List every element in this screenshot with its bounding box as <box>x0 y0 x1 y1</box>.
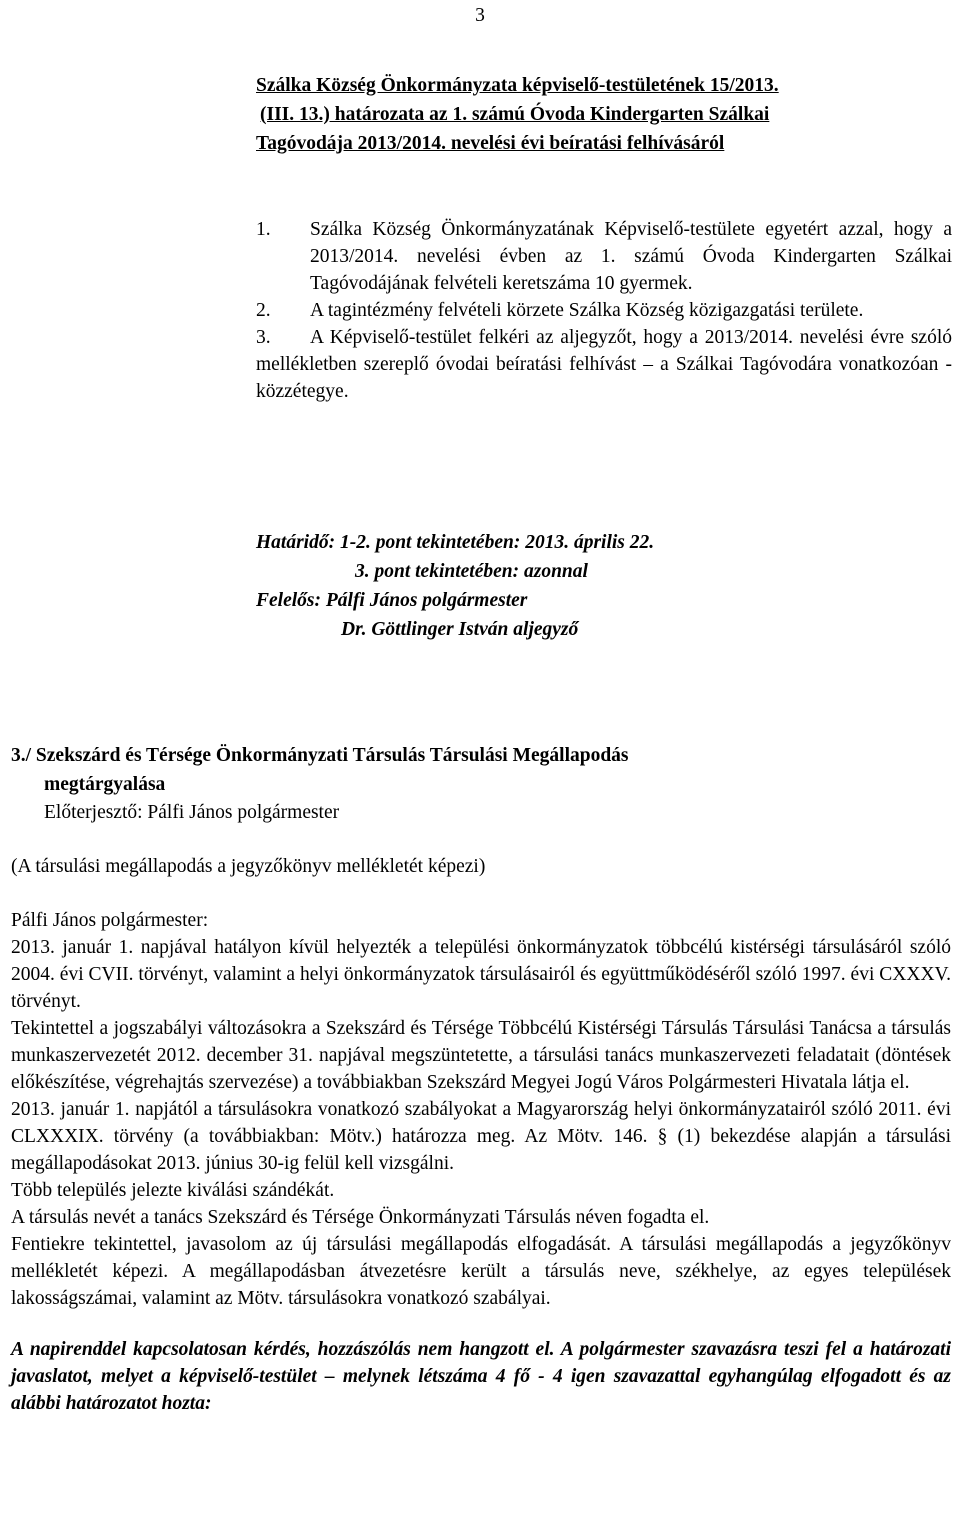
section-3 <box>11 741 951 1417</box>
section-heading-line: megtárgyalása <box>44 774 166 795</box>
resolution-title-line: Szálka Község Önkormányzata képviselő-testületének 15/2013. <box>256 75 779 96</box>
responsible-line: Felelős: Pálfi János polgármester <box>256 590 528 611</box>
paragraph: Tekintettel a jogszabályi változásokra a Szekszárd és Térsége Többcélú Kistérségi Társulás Társulási Tanácsa a társulás munkaszervezetét 2012. december 31. napjával megszüntetette, a társulási tanács munkaszervezeti feladatait (döntések előkészítése, végrehajtás szervezése) a továbbiakban Szekszárd Megyei Jogú Város Polgármesteri Hivatala látja el. <box>11 1018 951 1093</box>
list-item-text: A Képviselő-testület felkéri az aljegyzőt, hogy a 2013/2014. nevelési évre szóló mellékletben szereplő óvodai beíratási felhívást – a Szálkai Tagóvodára vonatkozóan - közzétegye. <box>256 327 952 402</box>
deadline-line: 3. pont tekintetében: azonnal <box>355 561 588 582</box>
section-heading <box>11 741 951 799</box>
resolution-list <box>256 216 952 405</box>
list-item-number: 3. <box>256 327 271 348</box>
paragraph: Fentiekre tekintettel, javasolom az új társulási megállapodás elfogadását. A társulási megállapodás a jegyzőkönyv mellékletét képezi. A megállapodásban átvezetésre került a társulás neve, székhelye, az egyes települések lakosságszámai, valamint az Mötv. társulásokra vonatkozó szabályai. <box>11 1234 951 1309</box>
responsible-line: Dr. Göttlinger István aljegyző <box>341 619 579 640</box>
paragraph: Több település jelezte kiválási szándékát. <box>11 1180 335 1201</box>
page-number: 3 <box>475 5 485 26</box>
resolution-title-line: Tagóvodája 2013/2014. nevelési évi beíratási felhívásáról <box>256 133 725 154</box>
resolution-title <box>256 71 779 158</box>
annex-note: (A társulási megállapodás a jegyzőkönyv mellékletét képezi) <box>11 856 486 877</box>
paragraph: 2013. január 1. napjával hatályon kívül helyezték a települési önkormányzatok többcélú kistérségi társulásáról szóló 2004. évi CVII. törvényt, valamint a helyi önkormányzatok társulásairól és együttműködéséről szóló 1997. évi CXXXV. törvényt. <box>11 937 951 1012</box>
list-item <box>256 324 952 405</box>
section-heading-line: 3./ Szekszárd és Térsége Önkormányzati Társulás Társulási Megállapodás <box>11 745 629 766</box>
list-item-number: 1. <box>256 219 271 240</box>
closing-statement: A napirenddel kapcsolatosan kérdés, hozzászólás nem hangzott el. A polgármester szavazásra teszi fel a határozati javaslatot, melyet a képviselő-testület – melynek létszáma 4 fő - 4 igen szavazattal egyhangúlag elfogadott és az alábbi határozatot hozta: <box>11 1339 951 1414</box>
deadline-line: Határidő: 1-2. pont tekintetében: 2013. április 22. <box>256 532 655 553</box>
speaker-label: Pálfi János polgármester: <box>11 910 209 931</box>
resolution-title-line: (III. 13.) határozata az 1. számú Óvoda Kindergarten Szálkai <box>260 104 770 125</box>
list-item-text: A tagintézmény felvételi körzete Szálka Község közigazgatási területe. <box>310 300 864 321</box>
presenter-line: Előterjesztő: Pálfi János polgármester <box>44 802 340 823</box>
paragraph: A társulás nevét a tanács Szekszárd és Térsége Önkormányzati Társulás néven fogadta el. <box>11 1207 710 1228</box>
list-item <box>256 216 952 297</box>
list-item <box>256 297 952 324</box>
list-item-number: 2. <box>256 300 271 321</box>
list-item-text: Szálka Község Önkormányzatának Képviselő-testülete egyetért azzal, hogy a 2013/2014. nevelési évben az 1. számú Óvoda Kindergarten Szálkai Tagóvodájának felvételi keretszáma 10 gyermek. <box>310 219 952 294</box>
deadline-block <box>256 528 654 644</box>
paragraph: 2013. január 1. napjától a társulásokra vonatkozó szabályokat a Magyarország helyi önkormányzatairól szóló 2011. évi CLXXXIX. törvény (a továbbiakban: Mötv.) határozza meg. Az Mötv. 146. § (1) bekezdése alapján a társulási megállapodásokat 2013. június 30-ig felül kell vizsgálni. <box>11 1099 951 1174</box>
